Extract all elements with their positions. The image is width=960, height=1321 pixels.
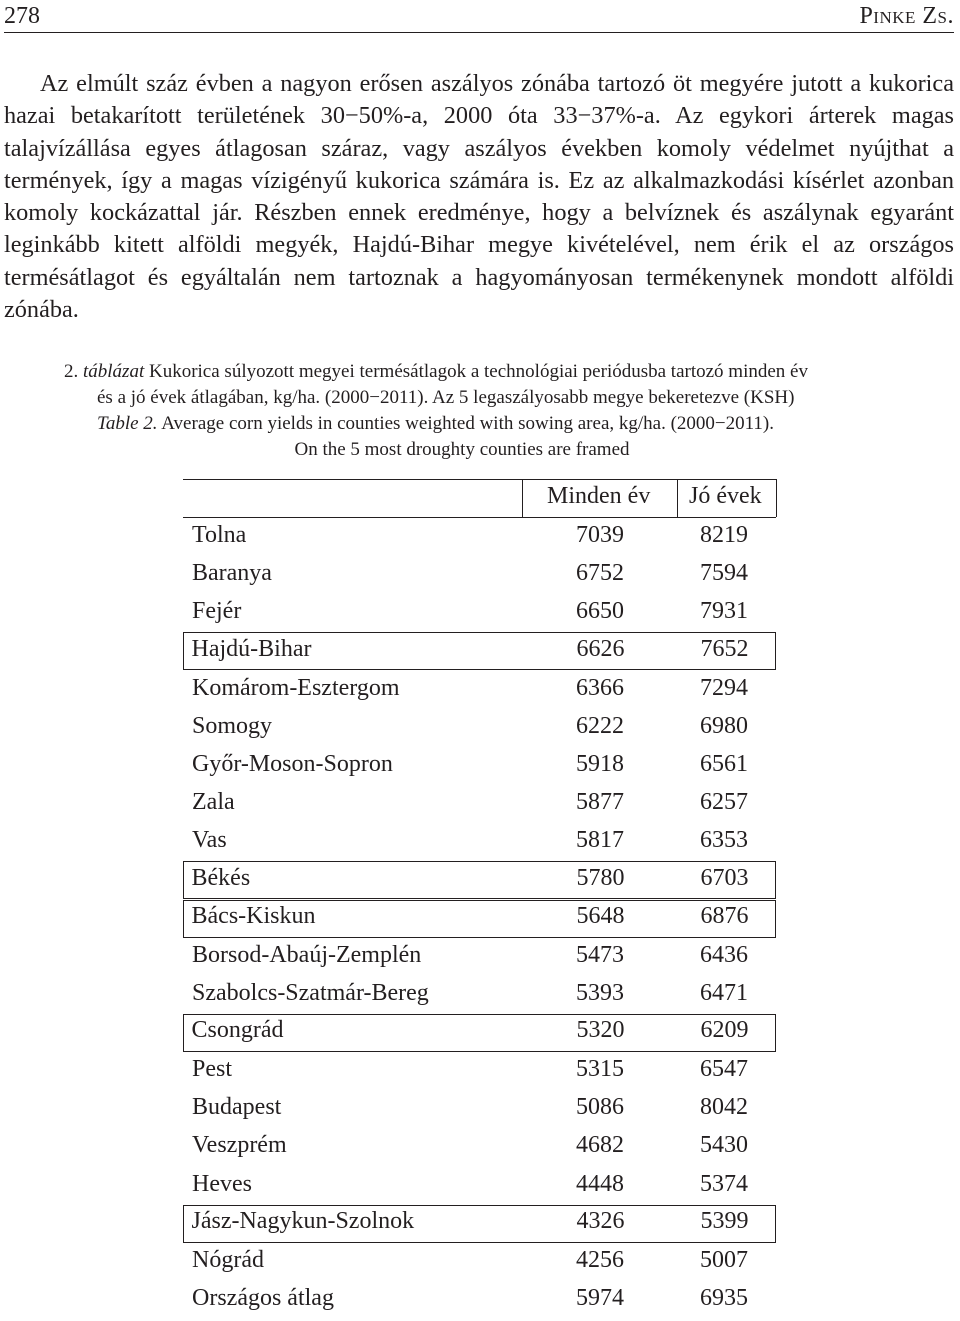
all-years-cell: 4256 <box>576 1246 624 1273</box>
county-cell: Heves <box>192 1170 252 1197</box>
all-years-cell: 6650 <box>576 598 624 625</box>
county-cell: Vas <box>192 827 227 854</box>
table-row <box>183 556 776 594</box>
all-years-cell: 6366 <box>576 674 624 701</box>
column-divider <box>677 479 678 517</box>
all-years-cell: 4448 <box>576 1170 624 1197</box>
table-row <box>183 709 776 747</box>
county-cell: Pest <box>192 1056 233 1083</box>
all-years-cell: 5974 <box>576 1285 624 1311</box>
county-cell: Országos átlag <box>192 1285 334 1311</box>
caption-hu-label: táblázat <box>83 361 145 382</box>
county-cell: Tolna <box>192 522 247 548</box>
all-years-cell: 4326 <box>576 1208 625 1235</box>
all-years-cell: 5393 <box>576 979 624 1006</box>
good-years-cell: 6209 <box>700 1017 749 1044</box>
caption-hu-number: 2. <box>64 361 79 382</box>
good-years-cell: 7294 <box>700 674 748 701</box>
county-cell: Jász-Nagykun-Szolnok <box>191 1208 415 1235</box>
table-row-framed <box>183 861 776 899</box>
column-header-good-years: Jó évek <box>689 483 762 509</box>
good-years-cell: 7931 <box>700 598 748 625</box>
county-cell: Bács-Kiskun <box>191 903 316 929</box>
county-cell: Veszprém <box>192 1132 287 1159</box>
table-row <box>183 785 776 823</box>
all-years-cell: 5918 <box>576 750 624 777</box>
good-years-cell: 8042 <box>700 1094 748 1121</box>
county-cell: Budapest <box>192 1094 282 1121</box>
table-row-framed <box>183 1014 776 1052</box>
county-cell: Komárom-Esztergom <box>192 674 400 701</box>
good-years-cell: 6703 <box>700 864 749 891</box>
caption-hu-line-1 <box>64 359 924 385</box>
all-years-cell: 5648 <box>576 903 625 929</box>
caption-en-text-1: Average corn yields in counties weighted with sowing area, kg/ha. (2000−2011). <box>161 413 774 434</box>
county-cell: Csongrád <box>191 1017 284 1044</box>
table-row <box>183 1128 776 1166</box>
caption-hu-line-2: és a jó évek átlagában, kg/ha. (2000−2011). Az 5 legaszályosabb megye bekeretezve (KSH) <box>97 387 795 408</box>
good-years-cell: 6471 <box>700 979 748 1006</box>
good-years-cell: 6561 <box>700 750 748 777</box>
good-years-cell: 6980 <box>700 712 748 739</box>
county-cell: Szabolcs-Szatmár-Bereg <box>192 979 429 1006</box>
table-row <box>183 747 776 785</box>
table-row <box>183 671 776 709</box>
table-row <box>183 823 776 861</box>
all-years-cell: 5817 <box>576 827 624 854</box>
good-years-cell: 7652 <box>700 635 749 662</box>
good-years-cell: 5374 <box>700 1170 748 1197</box>
good-years-cell: 6353 <box>700 827 748 854</box>
all-years-cell: 5320 <box>576 1017 625 1044</box>
caption-hu-text-1: Kukorica súlyozott megyei termésátlagok a technológiai periódusba tartozó minden év <box>148 361 808 382</box>
all-years-cell: 6752 <box>576 560 624 587</box>
all-years-cell: 5780 <box>576 864 625 891</box>
table-row <box>183 1167 776 1205</box>
county-cell: Fejér <box>192 598 242 625</box>
caption-en-line-1 <box>64 411 924 437</box>
county-cell: Somogy <box>192 712 273 739</box>
page-number: 278 <box>4 3 40 29</box>
table-row <box>183 594 776 632</box>
table-row-framed <box>183 632 776 670</box>
table-row <box>183 1090 776 1128</box>
table-row-framed <box>183 1205 776 1243</box>
good-years-cell: 6436 <box>700 941 748 968</box>
good-years-cell: 5430 <box>700 1132 748 1159</box>
good-years-cell: 6547 <box>700 1056 748 1083</box>
table-row <box>183 518 776 556</box>
county-cell: Békés <box>191 864 251 891</box>
table-row <box>183 1052 776 1090</box>
good-years-cell: 6876 <box>700 903 749 929</box>
all-years-cell: 7039 <box>576 522 624 548</box>
all-years-cell: 6222 <box>576 712 624 739</box>
page-header <box>4 0 954 33</box>
good-years-cell: 5007 <box>700 1246 748 1273</box>
county-cell: Nógrád <box>192 1246 264 1273</box>
county-cell: Zala <box>192 789 235 816</box>
all-years-cell: 6626 <box>576 635 625 662</box>
county-cell: Hajdú-Bihar <box>191 635 312 662</box>
table-row <box>183 1281 776 1319</box>
good-years-cell: 6257 <box>700 789 748 816</box>
table-row <box>183 976 776 1014</box>
county-cell: Baranya <box>192 560 272 587</box>
all-years-cell: 4682 <box>576 1132 624 1159</box>
table-caption <box>64 359 924 463</box>
all-years-cell: 5877 <box>576 789 624 816</box>
all-years-cell: 5086 <box>576 1094 624 1121</box>
all-years-cell: 5315 <box>576 1056 624 1083</box>
table-row <box>183 938 776 976</box>
good-years-cell: 7594 <box>700 560 748 587</box>
good-years-cell: 8219 <box>700 522 748 548</box>
table-row-framed <box>183 900 776 938</box>
county-cell: Győr-Moson-Sopron <box>192 750 393 777</box>
column-header-all-years: Minden év <box>547 483 651 509</box>
all-years-cell: 5473 <box>576 941 624 968</box>
body-paragraph: Az elmúlt száz évben a nagyon erősen aszályos zónába tartozó öt megyére jutott a kukorica hazai betakarított területének 30−50%-a, 2000 óta 33−37%-a. Az egykori árterek magas talajvízállása egyes átlagosan száraz, vagy aszályos években komoly védelmet nyújthat a termények, így a magas vízigényű kukorica számára is. Ez az alkalmazkodási kísérlet azonban komoly kockázattal jár. Részben ennek eredménye, hogy a belvíznek és aszálynak egyaránt leginkább kitett alföldi megyék, Hajdú-Bihar megye kivételével, nem érik el az országos termésátlagot és egyáltalán nem tartoznak a hagyományosan termékenynek mondott alföldi zónába. <box>4 70 954 324</box>
table-row <box>183 1243 776 1281</box>
caption-en-line-2: On the 5 most droughty counties are framed <box>294 439 630 460</box>
good-years-cell: 5399 <box>700 1208 749 1235</box>
caption-en-label: Table 2. <box>97 413 158 434</box>
good-years-cell: 6935 <box>700 1285 748 1311</box>
county-cell: Borsod-Abaúj-Zemplén <box>192 941 422 968</box>
running-head-author: Pinke Zs. <box>859 3 954 29</box>
